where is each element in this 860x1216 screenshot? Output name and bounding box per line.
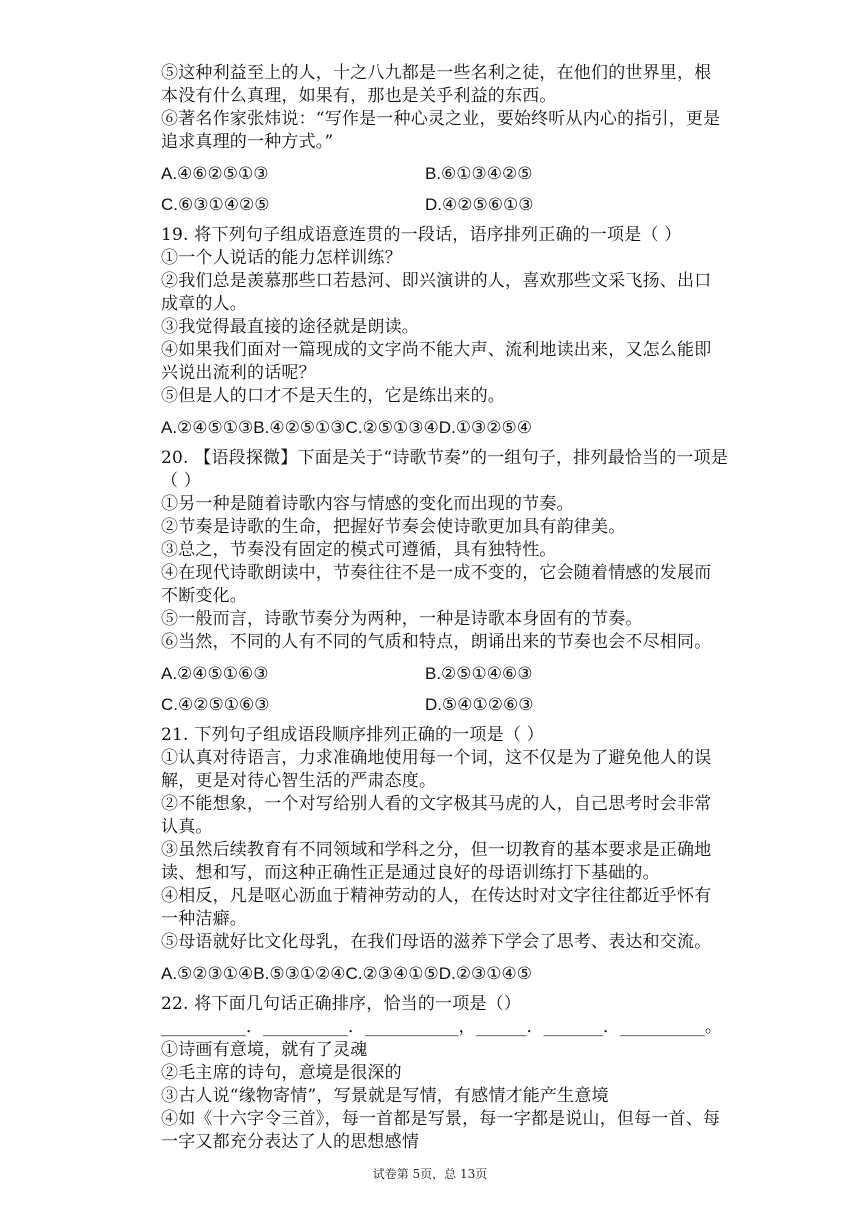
- option-c: C.④②⑤①⑥③: [161, 695, 270, 714]
- question-22: [161, 993, 741, 1154]
- text-line: ④如《十六字令三首》，每一首都是写景，每一字都是说山，但每一首、每: [161, 1109, 721, 1129]
- text-line: 认真。: [161, 817, 213, 837]
- question-20: [161, 447, 741, 716]
- text-line: 本没有什么真理，如果有，那也是关乎利益的东西。: [161, 86, 557, 106]
- option-a: A.④⑥②⑤①③: [161, 164, 269, 183]
- text-line: ④相反，凡是呕心沥血于精神劳动的人，在传达时对文字往往都近乎怀有: [161, 886, 712, 906]
- question-title: 21. 下列句子组成语段顺序排列正确的一项是（ ）: [161, 725, 544, 745]
- option-b: B.⑥①③④②⑤: [425, 164, 533, 183]
- text-line: ④在现代诗歌朗读中，节奏往往不是一成不变的，它会随着情感的发展而: [161, 563, 712, 583]
- text-line: 成章的人。: [161, 294, 247, 314]
- question-18-tail: [161, 62, 741, 216]
- text-line: 追求真理的一种方式。”: [161, 132, 334, 152]
- text-line: ②毛主席的诗句，意境是很深的: [161, 1063, 402, 1083]
- text-line: （ ）: [161, 471, 202, 491]
- text-line: 一字又都充分表达了人的思想感情: [161, 1132, 419, 1152]
- text-line: ⑤但是人的口才不是天生的，它是练出来的。: [161, 386, 505, 406]
- text-line: ④如果我们面对一篇现成的文字尚不能大声、流利地读出来，又怎么能即: [161, 340, 712, 360]
- options-row: [161, 662, 741, 685]
- question-19: [161, 224, 741, 439]
- option-a: A.②④⑤①⑥③: [161, 664, 269, 683]
- options-row: [161, 162, 741, 185]
- text-line: ①认真对待语言，力求准确地使用每一个词，这不仅是为了避免他人的误: [161, 748, 712, 768]
- text-line: ⑤一般而言，诗歌节奏分为两种，一种是诗歌本身固有的节奏。: [161, 609, 643, 629]
- text-line: ②节奏是诗歌的生命，把握好节奏会使诗歌更加具有韵律美。: [161, 517, 626, 537]
- text-line: ③总之，节奏没有固定的模式可遵循，具有独特性。: [161, 540, 557, 560]
- page-footer: 试卷第 5页，总 13页: [372, 1167, 488, 1181]
- options-line: A.②④⑤①③B.④②⑤①③C.②⑤①③④D.①③②⑤④: [161, 418, 532, 437]
- option-c: C.⑥③①④②⑤: [161, 195, 270, 214]
- answer-blanks: __________．__________．___________，______．_______．__________。: [161, 1017, 722, 1037]
- options-line: A.⑤②③①④B.⑤③①②④C.②③④①⑤D.②③①④⑤: [161, 964, 532, 983]
- text-line: ②我们总是羡慕那些口若悬河、即兴演讲的人，喜欢那些文采飞扬、出口: [161, 271, 712, 291]
- text-line: ①诗画有意境，就有了灵魂: [161, 1040, 368, 1060]
- option-d: D.⑤④①②⑥③: [425, 695, 534, 714]
- text-line: ⑤母语就好比文化母乳，在我们母语的滋养下学会了思考、表达和交流。: [161, 932, 712, 952]
- text-line: ②不能想象，一个对写给别人看的文字极其马虎的人，自己思考时会非常: [161, 794, 712, 814]
- options-row: [161, 693, 741, 716]
- text-line: ③古人说“缘物寄情”，写景就是写情，有感情才能产生意境: [161, 1086, 609, 1106]
- question-title: 20. 【语段探微】下面是关于“诗歌节奏”的一组句子，排列最恰当的一项是: [161, 448, 729, 468]
- text-line: 一种洁癖。: [161, 909, 247, 929]
- options-row: [161, 193, 741, 216]
- question-title: 19. 将下列句子组成语意连贯的一段话，语序排列正确的一项是（ ）: [161, 225, 682, 245]
- text-line: ①一个人说话的能力怎样训练？: [161, 248, 402, 268]
- text-line: ⑥著名作家张炜说：“写作是一种心灵之业，要始终听从内心的指引，更是: [161, 109, 721, 129]
- option-d: D.④②⑤⑥①③: [425, 195, 534, 214]
- question-21: [161, 724, 741, 985]
- text-line: ⑤这种利益至上的人，十之八九都是一些名利之徒，在他们的世界里，根: [161, 63, 712, 83]
- question-title: 22. 将下面几句话正确排序，恰当的一项是（）: [161, 994, 522, 1014]
- text-line: 不断变化。: [161, 586, 247, 606]
- text-line: 兴说出流利的话呢？: [161, 363, 316, 383]
- text-line: 解，更是对待心智生活的严肃态度。: [161, 771, 437, 791]
- page-content: [161, 62, 741, 1154]
- text-line: ①另一种是随着诗歌内容与情感的变化而出现的节奏。: [161, 494, 574, 514]
- text-line: ③我觉得最直接的途径就是朗读。: [161, 317, 419, 337]
- text-line: 读、想和写，而这种正确性正是通过良好的母语训练打下基础的。: [161, 863, 660, 883]
- text-line: ③虽然后续教育有不同领域和学科之分，但一切教育的基本要求是正确地: [161, 840, 712, 860]
- option-b: B.②⑤①④⑥③: [425, 664, 533, 683]
- text-line: ⑥当然，不同的人有不同的气质和特点，朗诵出来的节奏也会不尽相同。: [161, 632, 712, 652]
